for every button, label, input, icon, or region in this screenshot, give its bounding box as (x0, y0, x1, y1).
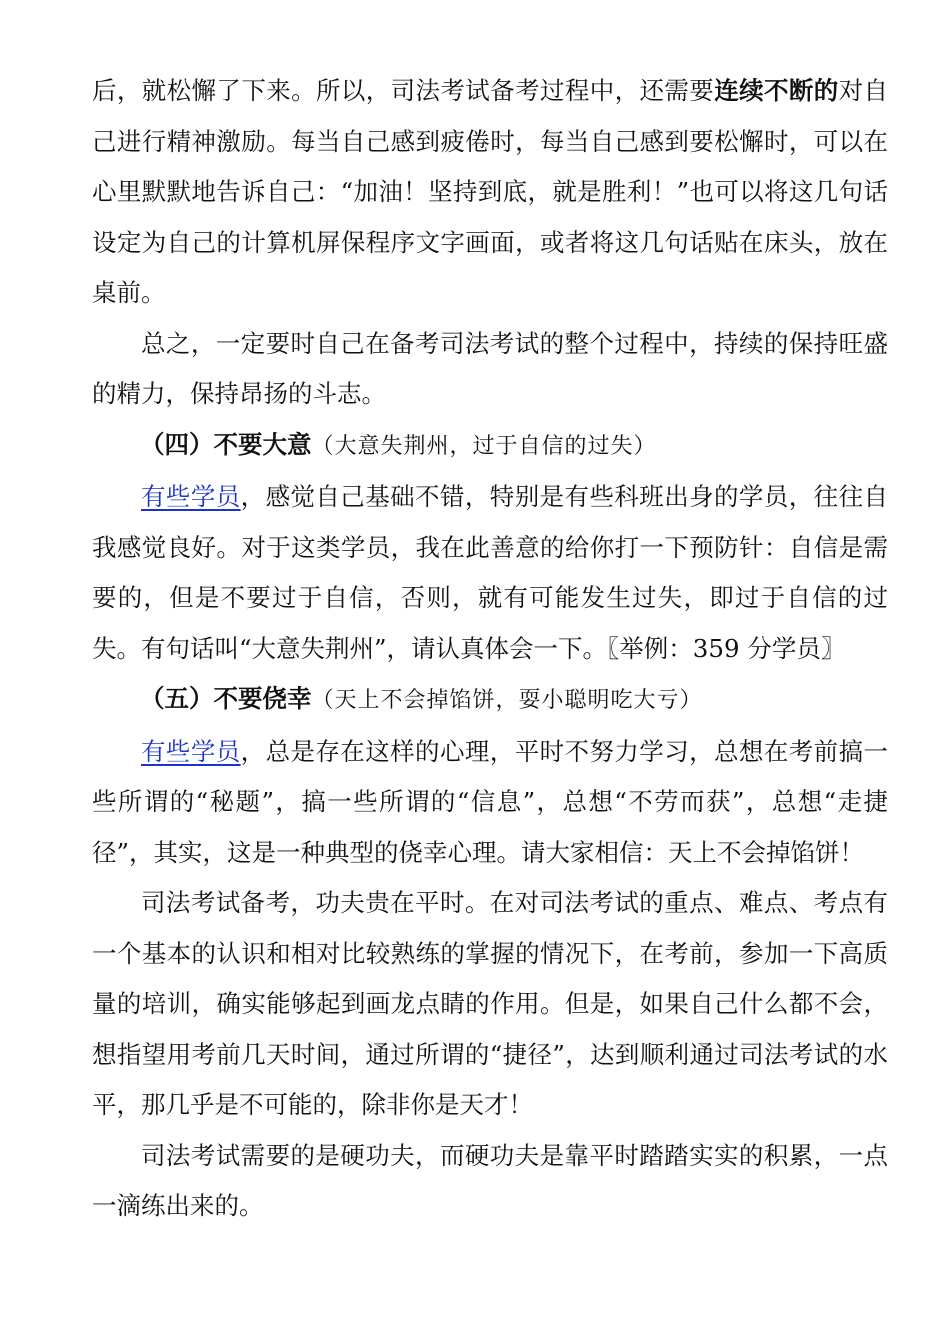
paragraph-text: 对自己进行精神激励。每当自己感到疲倦时，每当自己感到要松懈时，可以在心里默默地告诉自己：“加油！坚持到底，就是胜利！”也可以将这几句话设定为自己的计算机屏保程序文字画面，或者将这几句话贴在床头，放在桌前。 (92, 76, 889, 307)
heading-title: （五）不要侥幸 (140, 684, 312, 713)
paragraph-text: ，感觉自己基础不错，特别是有些科班出身的学员，往往自我感觉良好。对于这类学员，我在此善意的给你打一下预防针：自信是需要的，但是不要过于自信，否则，就有可能发生过失，即过于自信的过失。有句话叫“大意失荆州”，请认真体会一下。〖举例：359 分学员〗 (92, 482, 888, 663)
heading-subtitle: （大意失荆州，过于自信的过失） (311, 433, 657, 459)
paragraph-hard-work: 司法考试需要的是硬功夫，而硬功夫是靠平时踏踏实实的积累，一点一滴练出来的。 (92, 1140, 888, 1220)
paragraph-luck (92, 727, 888, 879)
paragraph-text: 后，就松懈了下来。所以，司法考试备考过程中，还需要 (92, 76, 715, 105)
section-heading-4 (92, 420, 888, 473)
students-link[interactable]: 有些学员 (141, 736, 241, 766)
paragraph-motivation (92, 66, 888, 319)
emphasis-text: 连续不断的 (714, 76, 839, 105)
paragraph-summary: 总之，一定要时自己在备考司法考试的整个过程中，持续的保持旺盛的精力，保持昂扬的斗志。 (92, 328, 888, 408)
paragraph-preparation: 司法考试备考，功夫贵在平时。在对司法考试的重点、难点、考点有一个基本的认识和相对比较熟练的掌握的情况下，在考前，参加一下高质量的培训，确实能够起到画龙点睛的作用。但是，如果自己什么都不会，想指望用考前几天时间，通过所谓的“捷径”，达到顺利通过司法考试的水平，那几乎是不可能的，除非你是天才！ (92, 888, 888, 1119)
heading-subtitle: （天上不会掉馅饼，耍小聪明吃大亏） (311, 688, 703, 713)
heading-title: （四）不要大意 (140, 429, 312, 459)
students-link[interactable]: 有些学员 (141, 482, 241, 511)
paragraph-text: ，总是存在这样的心理，平时不努力学习，总想在考前搞一些所谓的“秘题”，搞一些所谓的“信息”，总想“不劳而获”，总想“走捷径”，其实，这是一种典型的侥幸心理。请大家相信：天上不会掉馅饼！ (92, 736, 888, 867)
document-page (92, 66, 888, 1232)
paragraph-overconfidence (92, 472, 888, 674)
section-heading-5 (92, 674, 888, 727)
